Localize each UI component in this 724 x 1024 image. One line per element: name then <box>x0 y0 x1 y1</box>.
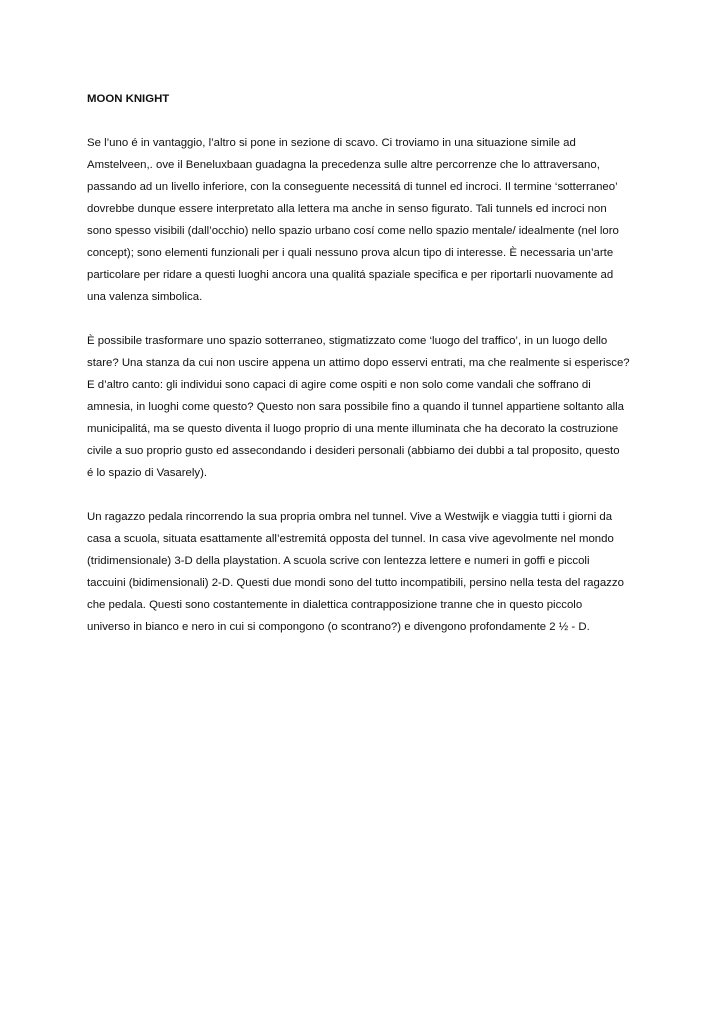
document-body <box>87 88 647 660</box>
text-line: stare? Una stanza da cui non uscire appena un attimo dopo esservi entrati, ma che realmente si esperisce? <box>87 357 630 369</box>
text-line: amnesia, in luoghi come questo? Questo non sara possibile fino a quando il tunnel appartiene soltanto alla <box>87 401 624 413</box>
text-line: taccuini (bidimensionali) 2-D. Questi due mondi sono del tutto incompatibili, persino nella testa del ragazzo <box>87 577 624 589</box>
text-line: civile a suo proprio gusto ed assecondando i desideri personali (abbiamo dei dubbi a tal proposito, questo <box>87 445 620 457</box>
text-line: Amstelveen,. ove il Beneluxbaan guadagna la precedenza sulle altre percorrenze che lo attraversano, <box>87 159 600 171</box>
text-line: municipalitá, ma se questo diventa il luogo proprio di una mente illuminata che ha decorato la costruzione <box>87 423 619 435</box>
text-line: Se l’uno é in vantaggio, l’altro si pone in sezione di scavo. Ci troviamo in una situazione simile ad <box>87 137 576 149</box>
text-line: casa a scuola, situata esattamente all’estremitá opposta del tunnel. In casa vive agevolmente nel mondo <box>87 533 614 545</box>
text-line: dovrebbe dunque essere interpretato alla lettera ma anche in senso figurato. Tali tunnels ed incroci non <box>87 203 607 215</box>
paragraph-1 <box>87 132 647 308</box>
document-title: MOON KNIGHT <box>87 93 170 105</box>
text-line: concept); sono elementi funzionali per i quali nessuno prova alcun tipo di interesse. È necessaria un’arte <box>87 247 614 259</box>
paragraph-2 <box>87 330 647 484</box>
text-line: particolare per ridare a questi luoghi ancora una qualitá spaziale specifica e per riportarli nuovamente ad <box>87 269 614 281</box>
text-line: sono spesso visibili (dall’occhio) nello spazio urbano cosí come nello spazio mentale/ idealmente (nel loro <box>87 225 619 237</box>
text-line: passando ad un livello inferiore, con la conseguente necessitá di tunnel ed incroci. Il termine ‘sotterraneo’ <box>87 181 618 193</box>
text-line: E d’altro canto: gli individui sono capaci di agire come ospiti e non solo come vandali che soffrano di <box>87 379 591 391</box>
text-line: é lo spazio di Vasarely). <box>87 467 208 479</box>
text-line: universo in bianco e nero in cui si compongono (o scontrano?) e divengono profondamente 2 ½ - D. <box>87 621 590 633</box>
paragraph-3 <box>87 506 647 638</box>
text-line: una valenza simbolica. <box>87 291 203 303</box>
text-line: È possibile trasformare uno spazio sotterraneo, stigmatizzato come ‘luogo del traffico’, in un luogo dello <box>87 335 608 347</box>
text-line: che pedala. Questi sono costantemente in dialettica contrapposizione tranne che in questo piccolo <box>87 599 583 611</box>
text-line: (tridimensionale) 3-D della playstation. A scuola scrive con lentezza lettere e numeri in goffi e piccoli <box>87 555 590 567</box>
text-line: Un ragazzo pedala rincorrendo la sua propria ombra nel tunnel. Vive a Westwijk e viaggia tutti i giorni da <box>87 511 613 523</box>
